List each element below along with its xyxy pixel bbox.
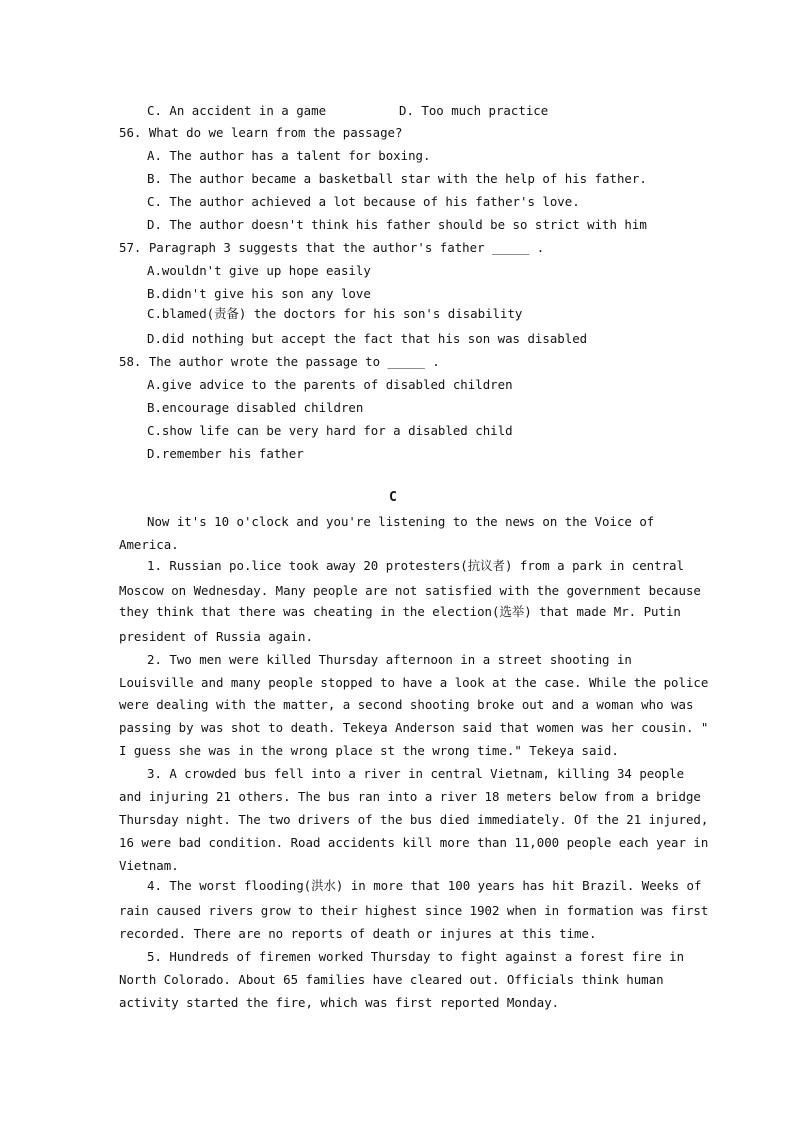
passage-line: 5. Hundreds of firemen worked Thursday to fight against a forest fire in bbox=[147, 949, 685, 964]
passage-line: they think that there was cheating in the election(选举) that made Mr. Putin bbox=[119, 604, 681, 619]
passage-line: were dealing with the matter, a second shooting broke out and a woman who was bbox=[119, 697, 694, 712]
q56-option-c: C. The author achieved a lot because of his father's love. bbox=[147, 194, 580, 209]
passage-line: and injuring 21 others. The bus ran into a river 18 meters below from a bridge bbox=[119, 789, 701, 804]
q58-option-a: A.give advice to the parents of disabled children bbox=[147, 377, 513, 392]
q56-option-a: A. The author has a talent for boxing. bbox=[147, 148, 431, 163]
passage-line: Louisville and many people stopped to have a look at the case. While the police bbox=[119, 675, 709, 690]
passage-line: North Colorado. About 65 families have cleared out. Officials think human bbox=[119, 972, 664, 987]
q57-stem: 57. Paragraph 3 suggests that the author's father _____ . bbox=[119, 240, 545, 255]
passage-line: 16 were bad condition. Road accidents kill more than 11,000 people each year in bbox=[119, 835, 709, 850]
passage-line: president of Russia again. bbox=[119, 629, 313, 644]
passage-line: 3. A crowded bus fell into a river in central Vietnam, killing 34 people bbox=[147, 766, 685, 781]
q55-option-d: D. Too much practice bbox=[399, 103, 549, 118]
passage-line: I guess she was in the wrong place st the wrong time." Tekeya said. bbox=[119, 743, 619, 758]
passage-line: America. bbox=[119, 537, 179, 552]
passage-line: 1. Russian po.lice took away 20 protesters(抗议者) from a park in central bbox=[147, 558, 684, 573]
q57-option-d: D.did nothing but accept the fact that his son was disabled bbox=[147, 331, 588, 346]
q58-option-c: C.show life can be very hard for a disabled child bbox=[147, 423, 513, 438]
passage-line: activity started the fire, which was first reported Monday. bbox=[119, 995, 560, 1010]
q56-option-d: D. The author doesn't think his father should be so strict with him bbox=[147, 217, 647, 232]
q57-option-c: C.blamed(责备) the doctors for his son's disability bbox=[147, 306, 523, 321]
q56-stem: 56. What do we learn from the passage? bbox=[119, 125, 403, 140]
q56-option-b: B. The author became a basketball star with the help of his father. bbox=[147, 171, 647, 186]
passage-line: 4. The worst flooding(洪水) in more that 100 years has hit Brazil. Weeks of bbox=[147, 878, 702, 893]
passage-line: Moscow on Wednesday. Many people are not satisfied with the government because bbox=[119, 583, 701, 598]
q55-option-c: C. An accident in a game bbox=[147, 103, 327, 118]
q57-option-a: A.wouldn't give up hope easily bbox=[147, 263, 371, 278]
passage-line: passing by was shot to death. Tekeya Anderson said that women was her cousin. " bbox=[119, 720, 709, 735]
passage-line: rain caused rivers grow to their highest since 1902 when in formation was first bbox=[119, 903, 709, 918]
passage-line: recorded. There are no reports of death or injures at this time. bbox=[119, 926, 597, 941]
q58-stem: 58. The author wrote the passage to _____ . bbox=[119, 354, 440, 369]
q58-option-b: B.encourage disabled children bbox=[147, 400, 364, 415]
q58-option-d: D.remember his father bbox=[147, 446, 304, 461]
q57-option-b: B.didn't give his son any love bbox=[147, 286, 371, 301]
passage-line: 2. Two men were killed Thursday afternoon in a street shooting in bbox=[147, 652, 632, 667]
passage-line: Now it's 10 o'clock and you're listening to the news on the Voice of bbox=[147, 514, 655, 529]
section-heading: C bbox=[389, 490, 397, 505]
passage-line: Vietnam. bbox=[119, 858, 179, 873]
passage-line: Thursday night. The two drivers of the bus died immediately. Of the 21 injured, bbox=[119, 812, 709, 827]
